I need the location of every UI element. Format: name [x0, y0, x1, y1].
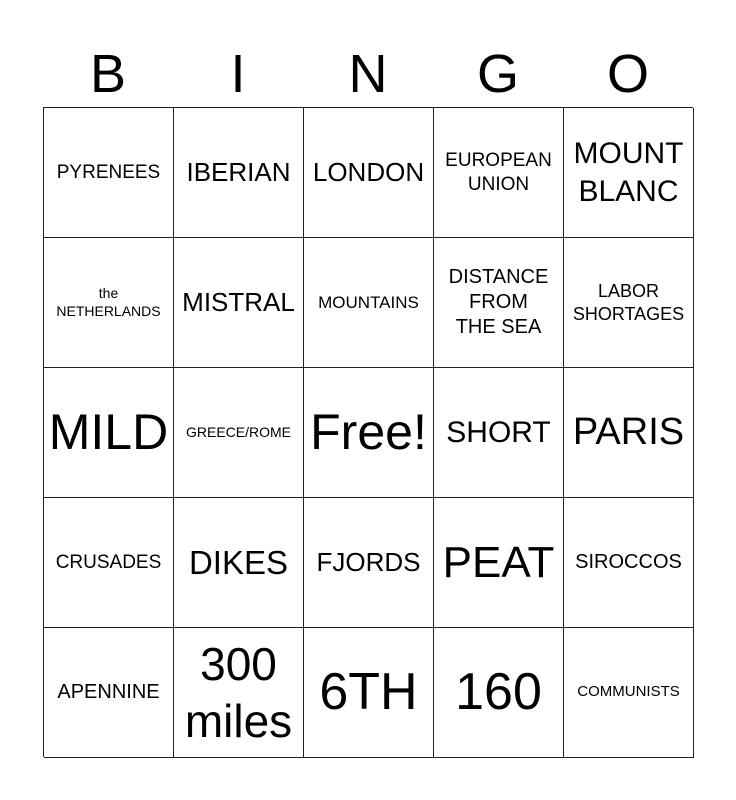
bingo-cell[interactable] [44, 238, 174, 368]
cell-label: 300 miles [184, 638, 293, 747]
bingo-header [43, 40, 693, 108]
bingo-cell[interactable] [434, 628, 564, 758]
cell-label: MISTRAL [182, 287, 295, 318]
cell-label: LONDON [312, 157, 425, 188]
bingo-cell[interactable] [44, 498, 174, 628]
cell-label: the NETHERLANDS [56, 285, 161, 319]
bingo-cell[interactable] [174, 498, 304, 628]
bingo-board [43, 107, 693, 757]
cell-label: SHORT [446, 415, 551, 449]
cell-label: MILD [48, 404, 169, 461]
bingo-cell[interactable] [434, 368, 564, 498]
cell-label: SIROCCOS [575, 551, 682, 573]
bingo-cell[interactable] [304, 498, 434, 628]
cell-label: MOUNT BLANC [573, 137, 684, 208]
cell-label: PEAT [442, 538, 555, 587]
cell-label: EUROPEAN UNION [445, 149, 552, 195]
bingo-cell[interactable] [304, 368, 434, 498]
bingo-cell[interactable] [564, 498, 694, 628]
bingo-cell[interactable] [304, 238, 434, 368]
cell-label: PARIS [572, 410, 685, 453]
bingo-cell[interactable] [564, 628, 694, 758]
bingo-cell[interactable] [434, 238, 564, 368]
bingo-cell[interactable] [44, 108, 174, 238]
bingo-cell[interactable] [174, 238, 304, 368]
header-letter-n: N [348, 44, 388, 104]
bingo-cell[interactable] [44, 368, 174, 498]
cell-label: APENNINE [57, 681, 160, 703]
bingo-cell[interactable] [174, 108, 304, 238]
bingo-cell[interactable] [304, 108, 434, 238]
bingo-cell[interactable] [174, 368, 304, 498]
header-letter-i: I [230, 44, 246, 104]
free-space-label: Free! [310, 404, 427, 461]
header-letter-b: B [89, 44, 127, 104]
cell-label: DISTANCE FROM THE SEA [448, 266, 549, 338]
cell-label: FJORDS [316, 547, 421, 578]
bingo-cell[interactable] [564, 368, 694, 498]
bingo-cell[interactable] [434, 498, 564, 628]
bingo-cell[interactable] [304, 628, 434, 758]
cell-label: MOUNTAINS [318, 292, 419, 312]
cell-label: DIKES [188, 543, 289, 581]
cell-label: GREECE/ROME [185, 423, 291, 440]
cell-label: CRUSADES [55, 551, 162, 573]
header-letter-o: O [606, 44, 649, 104]
cell-label: 6TH [319, 663, 418, 721]
cell-label: 160 [455, 663, 542, 721]
bingo-cell[interactable] [174, 628, 304, 758]
bingo-cell[interactable] [434, 108, 564, 238]
bingo-cell[interactable] [44, 628, 174, 758]
bingo-cell[interactable] [564, 238, 694, 368]
bingo-cell[interactable] [564, 108, 694, 238]
cell-label: PYRENEES [56, 161, 161, 183]
cell-label: LABOR SHORTAGES [572, 281, 685, 324]
cell-label: IBERIAN [186, 157, 291, 188]
cell-label: COMMUNISTS [577, 683, 680, 701]
header-letter-g: G [476, 44, 519, 104]
